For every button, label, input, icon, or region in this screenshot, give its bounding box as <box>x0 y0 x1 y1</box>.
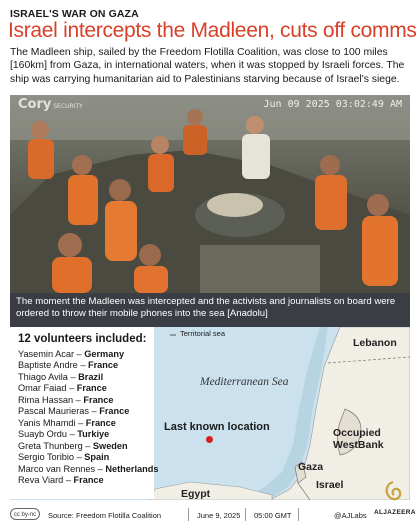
volunteers-panel <box>10 327 159 499</box>
last-known-location-label: Last known location <box>164 421 270 433</box>
volunteer-country: France <box>73 474 104 485</box>
volunteer-country: Sweden <box>92 440 128 451</box>
source-value: Freedom Flotilla Coalition <box>76 511 162 520</box>
volunteer-name: Greta Thunberg <box>18 440 83 451</box>
volunteer-name: Baptiste Andre <box>18 360 78 371</box>
volunteer-country: France <box>83 394 114 405</box>
volunteer-item: Marco van Rennes – Netherlands <box>18 463 159 474</box>
source-label: Source: <box>48 511 74 520</box>
volunteer-item: Yasemin Acar – Germany <box>18 349 125 359</box>
interception-photo <box>10 95 410 293</box>
volunteer-item: Reva Viard – France <box>18 474 104 485</box>
volunteer-item: Rima Hassan – France <box>18 394 114 405</box>
volunteer-name: Pascal Maurieras <box>18 406 89 417</box>
volunteer-item: Thiago Avila – Brazil <box>18 371 104 382</box>
kicker: ISRAEL'S WAR ON GAZA <box>10 8 139 20</box>
sea-name: Mediterranean Sea <box>200 376 289 388</box>
volunteer-name: Omar Faiad <box>18 383 67 394</box>
land-egypt <box>150 482 272 500</box>
cc-license-icon: cc by-nc <box>10 508 40 520</box>
standfirst: The Madleen ship, sailed by the Freedom Flotilla Coalition, was close to 100 miles [160km] from Gaza, in international waters, when it was stopped by Israeli forces. The ship was carrying humanitarian aid to Palestinians starving because of Israel's siege. <box>10 47 405 85</box>
volunteer-item: Suayb Ordu – Turkiye <box>18 429 110 440</box>
last-known-location-dot <box>206 436 213 443</box>
volunteer-country: France <box>99 406 130 417</box>
aljazeera-logo <box>374 480 416 522</box>
footer-time: 05:00 GMT <box>254 511 292 520</box>
volunteer-country: France <box>87 360 119 371</box>
volunteers-list <box>18 349 159 486</box>
label-egypt: Egypt <box>181 488 211 500</box>
label-lebanon: Lebanon <box>353 337 397 349</box>
volunteer-item: Sergio Toribio – Spain <box>18 452 110 463</box>
footer-divider <box>188 508 189 521</box>
label-occupied-westbank: Occupied WestBank <box>333 427 384 451</box>
volunteer-name: Yasemin Acar <box>18 349 74 359</box>
volunteer-country: Turkiye <box>77 429 110 440</box>
aljazeera-wordmark: ALJAZEERA <box>374 509 416 516</box>
footer-divider <box>245 508 246 521</box>
volunteer-name: Suayb Ordu <box>18 429 68 440</box>
volunteer-name: Thiago Avila <box>18 371 68 382</box>
volunteer-country: France <box>85 417 116 428</box>
volunteer-country: Spain <box>84 452 110 463</box>
photo-illustration <box>10 95 410 293</box>
footer-divider <box>298 508 299 521</box>
volunteer-name: Rima Hassan <box>18 394 74 405</box>
volunteers-title: 12 volunteers included: <box>18 333 147 345</box>
volunteer-country: Brazil <box>78 371 104 382</box>
volunteer-item: Omar Faiad – France <box>18 383 107 394</box>
photo-caption: The moment the Madleen was intercepted and the activists and journalists on board were ordered to throw their mobile phones into the sea [Anadolu] <box>10 293 410 331</box>
volunteer-name: Reva Viard <box>18 474 64 485</box>
volunteer-item: Pascal Maurieras – France <box>18 406 130 417</box>
volunteer-name: Marco van Rennes <box>18 463 96 474</box>
volunteer-name: Yanis Mhamdi <box>18 417 76 428</box>
volunteer-item: Greta Thunberg – Sweden <box>18 440 128 451</box>
territorial-sea-label: Territorial sea <box>180 329 226 338</box>
camera-brand: Cory SECURITY <box>18 97 83 112</box>
volunteer-name: Sergio Toribio <box>18 452 75 463</box>
footer-handle: @AJLabs <box>334 511 367 520</box>
camera-timestamp: Jun 09 2025 03:02:49 AM <box>263 99 402 110</box>
label-israel: Israel <box>316 479 344 491</box>
volunteer-country: Netherlands <box>105 463 159 474</box>
volunteer-country: France <box>76 383 107 394</box>
volunteer-country: Germany <box>84 349 125 359</box>
label-gaza: Gaza <box>298 461 324 473</box>
headline: Israel intercepts the Madleen, cuts off comms <box>8 19 417 42</box>
volunteer-item: Yanis Mhamdi – France <box>18 417 116 428</box>
footer-date: June 9, 2025 <box>197 511 241 520</box>
volunteer-item: Baptiste Andre – France <box>18 360 119 371</box>
footer <box>0 500 420 528</box>
aljazeera-logo-icon <box>382 480 404 504</box>
